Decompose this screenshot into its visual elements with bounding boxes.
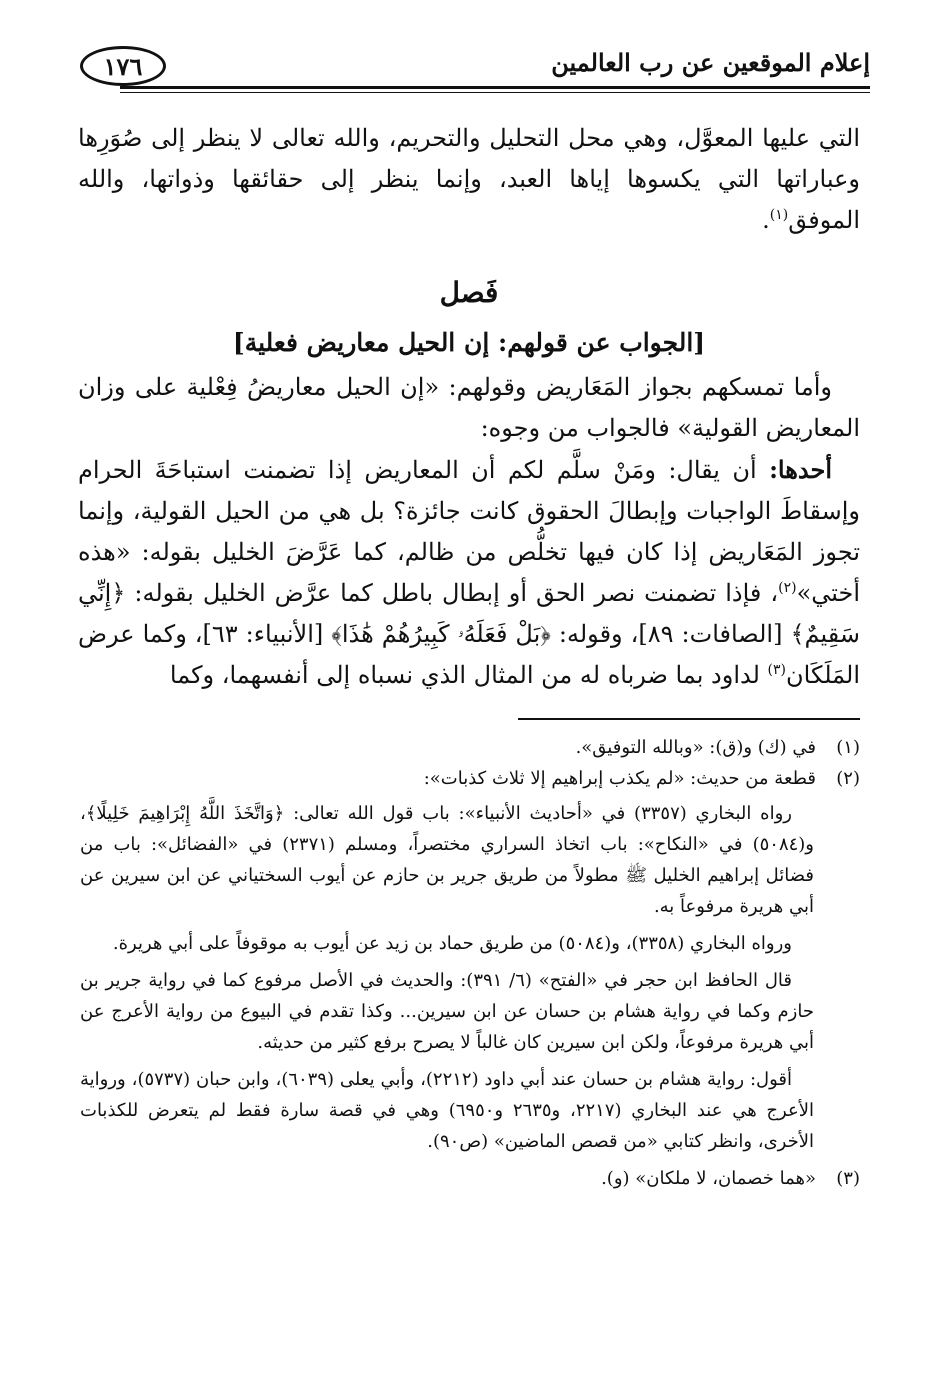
footnote-3-number: (٣) — [836, 1168, 860, 1189]
footnote-ref-1: (١) — [769, 207, 789, 223]
paragraph-1 — [78, 118, 860, 241]
footnote-2 — [80, 763, 860, 794]
footnotes — [80, 732, 860, 1194]
running-title: إعلام الموقعين عن رب العالمين — [551, 48, 870, 77]
footnote-2-paragraph-2: ورواه البخاري (٣٣٥٨)، و(٥٠٨٤) من طريق حماد بن زيد عن أيوب به موقوفاً على أبي هريرة. — [112, 933, 792, 954]
paragraph-1-end: . — [762, 206, 770, 234]
page-number: ١٧٦ — [80, 46, 166, 86]
footnote-ref-3: (٣) — [767, 662, 786, 678]
footnote-2-text: قطعة من حديث: «لم يكذب إبراهيم إلا ثلاث كذبات»: — [423, 768, 816, 789]
footnote-separator — [518, 718, 860, 720]
header-rule-thin — [120, 92, 870, 93]
footnote-3 — [80, 1163, 860, 1194]
page-header — [80, 42, 870, 98]
footnote-2-paragraph-1: رواه البخاري (٣٣٥٧) في «أحاديث الأنبياء»: باب قول الله تعالى: ﴿وَاتَّخَذَ اللَّهُ إِبْرَاهِيمَ خَلِيلًا﴾، و(٥٠٨٤) في «النكاح»: باب اتخاذ السراري مختصراً، ومسلم (٢٣٧١) في «الفضائل»: باب من فضائل إبراهيم الخليل ﷺ مطولاً من طريق جرير بن حازم عن أيوب السختياني عن ابن سيرين عن أبي هريرة مرفوعاً به. — [80, 803, 814, 917]
footnote-2-paragraph-3: قال الحافظ ابن حجر في «الفتح» (٦/ ٣٩١): والحديث في الأصل مرفوع كما في رواية جرير بن حازم وكما في رواية هشام بن حسان عن ابن سيرين... وكذا تقدم في البيوع من رواية الأعرج عن أبي هريرة مرفوعاً، ولكن ابن سيرين كان غالباً لا يصرح برفع كثير من حديثه. — [80, 970, 814, 1053]
section-title: فَصل — [439, 276, 499, 309]
paragraph-2: وأما تمسكهم بجواز المَعَاريض وقولهم: «إن الحيل معاريضُ فِعْلية على وزان المعاريض القولية» فالجواب من وجوه: — [78, 373, 860, 442]
footnote-1 — [80, 732, 860, 763]
section-subtitle: [الجواب عن قولهم: إن الحيل معاريض فعلية] — [232, 328, 706, 357]
paragraph-3-part-b: ، فإذا تضمنت نصر الحق أو إبطال باطل كما عرَّض الخليل بقوله: ﴿إِنِّي سَقِيمٌ﴾ [الصافات: ٨٩]، وقوله: ﴿بَلْ فَعَلَهُۥ كَبِيرُهُمْ هَٰذَا﴾ [الأنبياء: ٦٣]، وكما عرض المَلَكَان — [78, 579, 860, 689]
paragraph-1-text: التي عليها المعوَّل، وهي محل التحليل والتحريم، والله تعالى لا ينظر إلى صُوَرِها وعباراتها التي يكسوها إياها العبد، وإنما ينظر إلى حقائقها وذواتها، والله الموفق — [78, 124, 860, 234]
footnote-2-paragraph-4: أقول: رواية هشام بن حسان عند أبي داود (٢٢١٢)، وأبي يعلى (٦٠٣٩)، وابن حبان (٥٧٣٧)، ورواية الأعرج هي عند البخاري (٢٢١٧، و٢٦٣٥ و٦٩٥٠) وهي في قصة سارة فقط لم يتعرض للكذبات الأخرى، وانظر كتابي «من قصص الماضين» (ص٩٠). — [80, 1069, 814, 1152]
footnote-2-number: (٢) — [836, 768, 860, 789]
footnote-1-text: في (ك) و(ق): «وبالله التوفيق». — [575, 737, 816, 758]
footnote-ref-2: (٢) — [778, 580, 797, 596]
main-text — [78, 118, 860, 696]
paragraph-3-part-a: أن يقال: ومَنْ سلَّم لكم أن المعاريض إذا تضمنت استباحَةَ الحرام وإسقاطَ الواجبات وإبطالَ الحقوق كانت جائزة؟ بل هي من الحيل القولية، وإنما تجوز المَعَاريض إذا كان فيها تخلُّص من ظالم، كما عَرَّضَ الخليل بقوله: «هذه أختي» — [78, 456, 860, 607]
paragraph-3-part-c: لداود بما ضرباه له من المثال الذي نسباه إلى أنفسهما، وكما — [169, 661, 768, 689]
footnote-3-text: «هما خصمان، لا ملكان» (و). — [601, 1168, 816, 1189]
footnote-1-number: (١) — [836, 737, 860, 758]
header-rule-thick — [120, 86, 870, 89]
paragraph-3-lead: أحدها: — [769, 455, 832, 484]
paragraph-3 — [78, 449, 860, 696]
